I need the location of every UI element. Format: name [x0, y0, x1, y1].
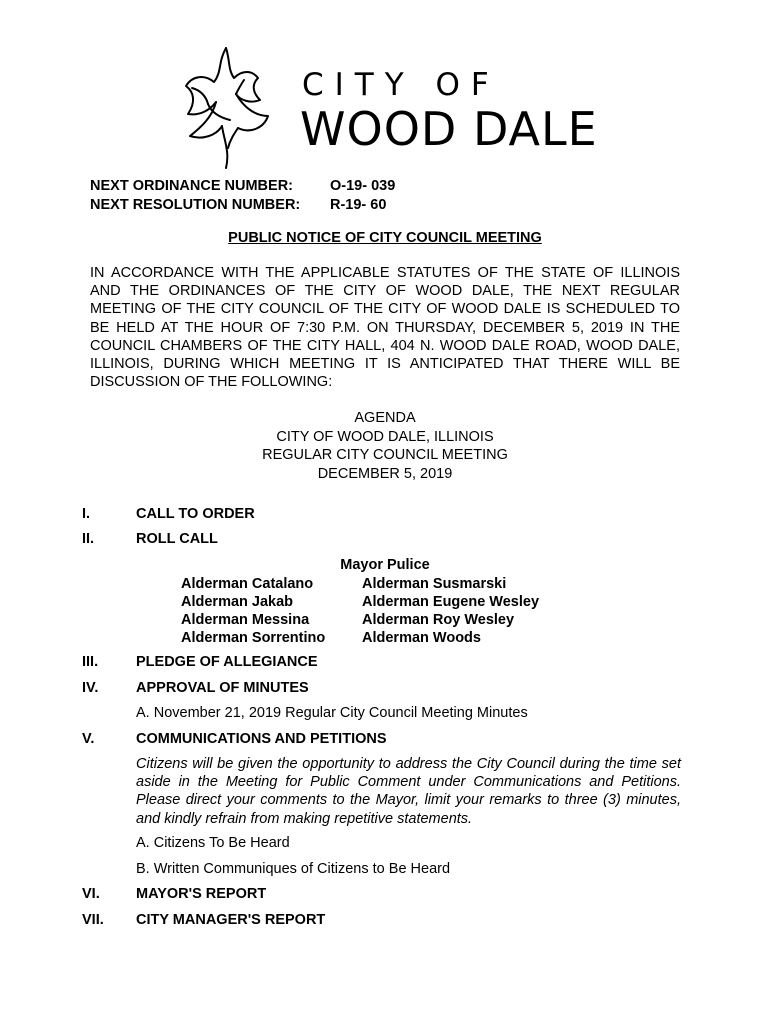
- alderman-name: Alderman Roy Wesley: [362, 612, 515, 628]
- agenda-item-title: CITY MANAGER'S REPORT: [136, 912, 326, 928]
- alderman-name: Alderman Woods: [362, 630, 481, 646]
- public-comment-note: Citizens will be given the opportunity to address the City Council during the time set aside in the Meeting for Public Comment under Communications and Petitions. Please direct your comments to the Mayor, limit your remarks to three (3) minutes, and kindly refrain from making repetitive statements.: [136, 756, 681, 827]
- minutes-subitem: A. November 21, 2019 Regular City Council Meeting Minutes: [136, 705, 528, 721]
- next-numbers-block: [90, 177, 395, 215]
- leaf-icon: [178, 44, 298, 174]
- alderman-name: Alderman Sorrentino: [181, 630, 326, 646]
- aldermen-row: [181, 629, 539, 647]
- agenda-item-number: II.: [82, 531, 95, 547]
- aldermen-row: [181, 611, 539, 629]
- alderman-name: Alderman Susmarski: [362, 576, 507, 592]
- notice-title: PUBLIC NOTICE OF CITY COUNCIL MEETING: [228, 230, 542, 246]
- aldermen-row: [181, 593, 539, 611]
- logo-line-city-of: CITY OF: [302, 67, 500, 103]
- next-ordinance-row: [90, 177, 395, 196]
- alderman-name: Alderman Messina: [181, 612, 310, 628]
- communications-subitem-b: B. Written Communiques of Citizens to Be Heard: [136, 861, 451, 877]
- agenda-item-number: VII.: [82, 912, 104, 928]
- alderman-name: Alderman Eugene Wesley: [362, 594, 540, 610]
- next-ordinance-value: O-19- 039: [330, 178, 396, 194]
- agenda-item-title: ROLL CALL: [136, 531, 218, 547]
- communications-subitem-a: A. Citizens To Be Heard: [136, 835, 290, 851]
- agenda-item-title: MAYOR'S REPORT: [136, 886, 267, 902]
- agenda-item-number: III.: [82, 654, 99, 670]
- next-resolution-row: [90, 196, 395, 215]
- alderman-name: Alderman Catalano: [181, 576, 314, 592]
- agenda-item-number: VI.: [82, 886, 100, 902]
- mayor-name: Mayor Pulice: [340, 557, 430, 573]
- next-ordinance-label: NEXT ORDINANCE NUMBER:: [90, 178, 293, 194]
- agenda-item-title: APPROVAL OF MINUTES: [136, 680, 309, 696]
- agenda-item-title: COMMUNICATIONS AND PETITIONS: [136, 731, 387, 747]
- agenda-heading: [0, 409, 770, 483]
- agenda-item-number: IV.: [82, 680, 99, 696]
- agenda-heading-line: AGENDA: [354, 410, 416, 426]
- agenda-heading-line: CITY OF WOOD DALE, ILLINOIS: [276, 428, 494, 445]
- agenda-item-number: I.: [82, 506, 91, 522]
- agenda-heading-line: REGULAR CITY COUNCIL MEETING: [262, 447, 508, 463]
- aldermen-row: [181, 575, 539, 593]
- intro-paragraph: IN ACCORDANCE WITH THE APPLICABLE STATUTES OF THE STATE OF ILLINOIS AND THE ORDINANCES OF THE CITY OF WOOD DALE, THE NEXT REGULAR MEETING OF THE CITY COUNCIL OF THE CITY OF WOOD DALE IS SCHEDULED TO BE HELD AT THE HOUR OF 7:30 P.M. ON THURSDAY, DECEMBER 5, 2019 IN THE COUNCIL CHAMBERS OF THE CITY HALL, 404 N. WOOD DALE ROAD, WOOD DALE, ILLINOIS, DURING WHICH MEETING IT IS ANTICIPATED THAT THERE WILL BE DISCUSSION OF THE FOLLOWING:: [90, 265, 680, 391]
- next-resolution-label: NEXT RESOLUTION NUMBER:: [90, 197, 301, 213]
- agenda-item-number: V.: [82, 731, 95, 747]
- agenda-item-title: PLEDGE OF ALLEGIANCE: [136, 654, 318, 670]
- logo-line-wood-dale: WOOD DALE: [300, 102, 598, 156]
- agenda-heading-line: DECEMBER 5, 2019: [317, 465, 453, 482]
- next-resolution-value: R-19- 60: [330, 197, 387, 213]
- agenda-item-title: CALL TO ORDER: [136, 506, 255, 522]
- city-logo: [178, 44, 598, 174]
- aldermen-list: [181, 575, 539, 647]
- alderman-name: Alderman Jakab: [181, 594, 294, 610]
